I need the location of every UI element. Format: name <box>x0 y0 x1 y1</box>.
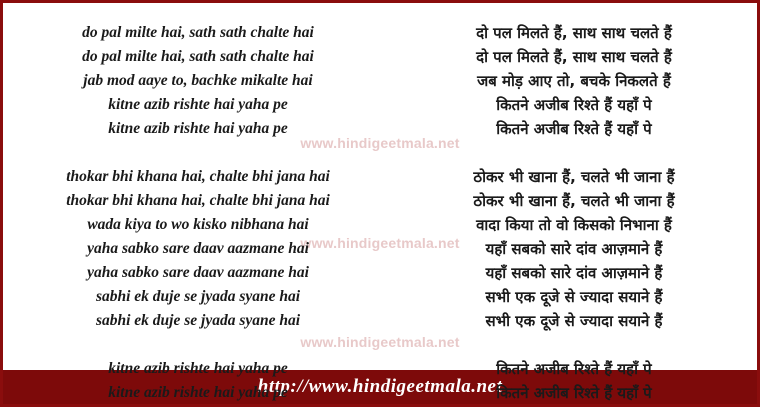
lyric-devanagari: दो पल मिलते हैं, साथ साथ चलते हैं <box>476 48 672 66</box>
stanza <box>3 357 757 405</box>
lyric-roman: thokar bhi khana hai, chalte bhi jana hai <box>66 192 330 209</box>
lyric-line <box>3 357 757 381</box>
lyric-line <box>3 237 757 261</box>
lyric-line <box>3 69 757 93</box>
lyric-devanagari: ठोकर भी खाना हैं, चलते भी जाना हैं <box>473 192 675 210</box>
lyric-roman: sabhi ek duje se jyada syane hai <box>95 312 301 329</box>
lyric-line <box>3 165 757 189</box>
lyric-devanagari: कितने अजीब रिश्ते हैं यहाँ पे <box>496 96 652 114</box>
lyric-roman: kitne azib rishte hai yaha pe <box>108 384 288 401</box>
stanza-spacer <box>3 349 757 357</box>
lyric-devanagari: सभी एक दूजे से ज्यादा सयाने हैं <box>485 312 663 330</box>
lyric-roman: do pal milte hai, sath sath chalte hai <box>82 24 314 41</box>
lyric-roman: kitne azib rishte hai yaha pe <box>108 96 288 113</box>
lyric-line <box>3 261 757 285</box>
lyric-devanagari: यहाँ सबको सारे दांव आज़माने हैं <box>485 264 663 282</box>
lyric-line <box>3 381 757 405</box>
watermark-text: www.hindigeetmala.net <box>300 334 460 350</box>
site-url-link[interactable]: http://www.hindigeetmala.net <box>257 376 503 397</box>
lyric-devanagari: कितने अजीब रिश्ते हैं यहाँ पे <box>496 384 652 402</box>
lyric-devanagari: सभी एक दूजे से ज्यादा सयाने हैं <box>485 288 663 306</box>
lyric-line <box>3 189 757 213</box>
lyric-line <box>3 45 757 69</box>
lyric-line <box>3 285 757 309</box>
lyric-devanagari: कितने अजीब रिश्ते हैं यहाँ पे <box>496 360 652 378</box>
lyric-roman: wada kiya to wo kisko nibhana hai <box>87 216 309 233</box>
lyric-line <box>3 213 757 237</box>
watermark-text: www.hindigeetmala.net <box>300 235 460 251</box>
lyric-roman: kitne azib rishte hai yaha pe <box>108 360 288 377</box>
lyric-roman: kitne azib rishte hai yaha pe <box>108 120 288 137</box>
lyric-devanagari: दो पल मिलते हैं, साथ साथ चलते हैं <box>476 24 672 42</box>
lyric-line <box>3 93 757 117</box>
lyric-devanagari: यहाँ सबको सारे दांव आज़माने हैं <box>485 240 663 258</box>
lyric-line <box>3 309 757 333</box>
lyric-devanagari: जब मोड़ आए तो, बचके निकलते हैं <box>477 72 671 90</box>
stanza-list <box>3 3 757 405</box>
watermark-text: www.hindigeetmala.net <box>300 135 460 151</box>
lyric-devanagari: वादा किया तो वो किसको निभाना हैं <box>476 216 672 234</box>
lyric-devanagari: कितने अजीब रिश्ते हैं यहाँ पे <box>496 120 652 138</box>
lyric-line <box>3 21 757 45</box>
lyric-roman: thokar bhi khana hai, chalte bhi jana hai <box>66 168 330 185</box>
stanza <box>3 21 757 141</box>
lyric-roman: jab mod aaye to, bachke mikalte hai <box>83 72 313 89</box>
lyric-line <box>3 117 757 141</box>
stanza <box>3 165 757 333</box>
lyric-roman: yaha sabko sare daav aazmane hai <box>87 240 309 257</box>
stanza-spacer <box>3 157 757 165</box>
lyric-roman: sabhi ek duje se jyada syane hai <box>95 288 301 305</box>
lyric-devanagari: ठोकर भी खाना हैं, चलते भी जाना हैं <box>473 168 675 186</box>
lyric-roman: yaha sabko sare daav aazmane hai <box>87 264 309 281</box>
lyric-roman: do pal milte hai, sath sath chalte hai <box>82 48 314 65</box>
